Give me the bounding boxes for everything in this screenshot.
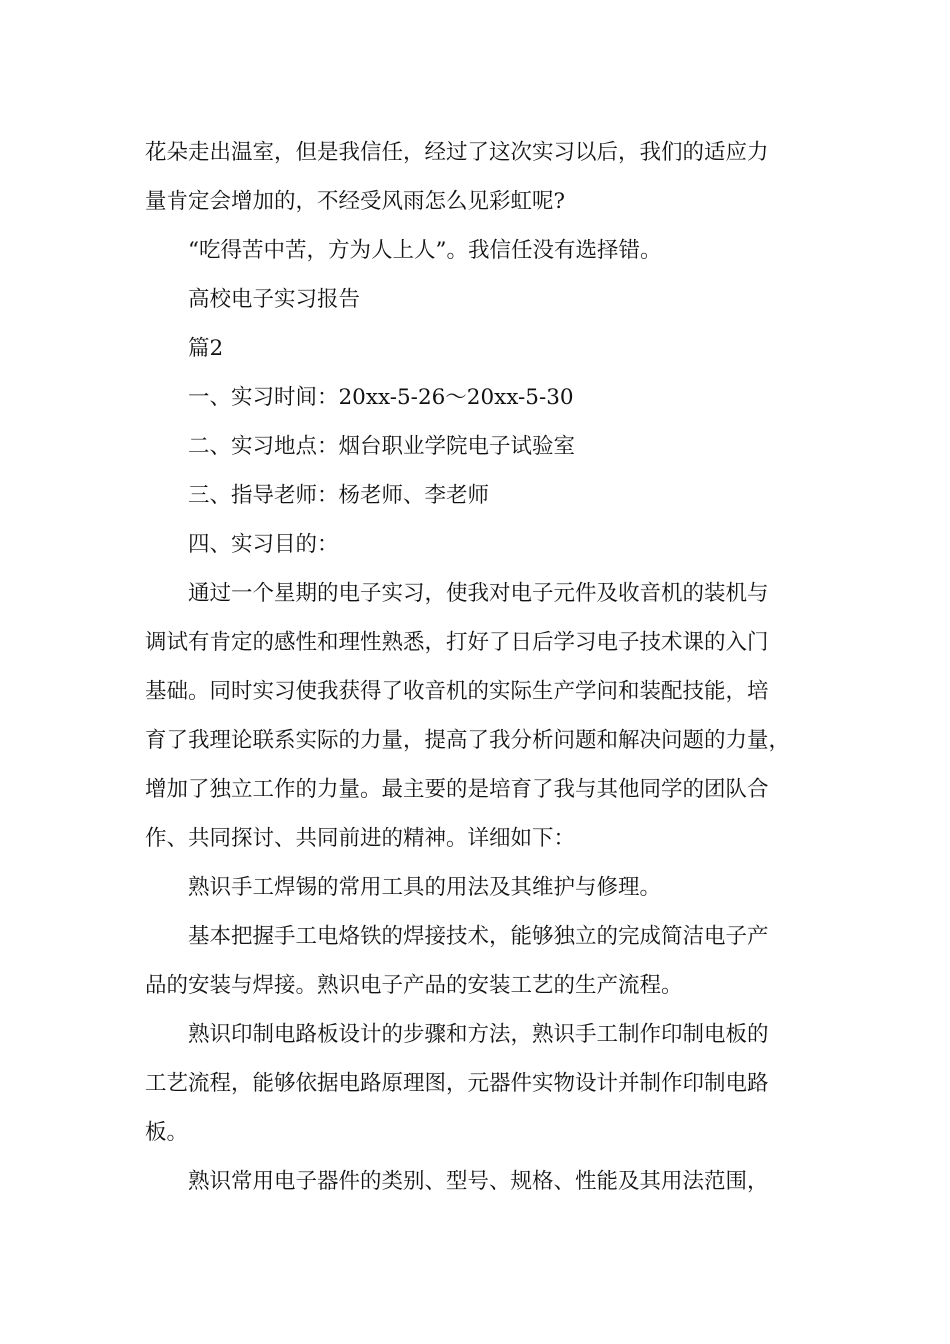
document-body [145,128,825,1206]
text-line: 基本把握手工电烙铁的焊接技术，能够独立的完成简洁电子产 [188,924,769,949]
text-line: 量肯定会增加的，不经受风雨怎么见彩虹呢? [145,189,566,214]
text-line: 调试有肯定的感性和理性熟悉，打好了日后学习电子技术课的入门 [145,630,769,655]
text-line: 四、实习目的： [188,532,339,557]
paragraph-p3 [145,275,825,324]
text-line: 基础。同时实习使我获得了收音机的实际生产学问和装配技能，培 [145,679,769,704]
paragraph-p7 [145,471,825,520]
text-line: 熟识手工焊锡的常用工具的用法及其维护与修理。 [188,875,662,900]
text-line: 花朵走出温室，但是我信任，经过了这次实习以后，我们的适应力 [145,140,769,165]
text-line: 作、共同探讨、共同前进的精神。详细如下： [145,826,576,851]
text-line: 高校电子实习报告 [188,287,361,312]
text-line: 育了我理论联系实际的力量，提高了我分析问题和解决问题的力量， [145,728,791,753]
text-line: 板。 [145,1120,189,1145]
paragraph-p4 [145,324,825,373]
text-line: 通过一个星期的电子实习，使我对电子元件及收音机的装机与 [188,581,769,606]
text-line: 熟识常用电子器件的类别、型号、规格、性能及其用法范围， [188,1169,769,1194]
text-line: 一、实习时间：20xx-5-26～20xx-5-30 [188,385,574,410]
text-line: 品的安装与焊接。熟识电子产品的安装工艺的生产流程。 [145,973,683,998]
text-line: 篇2 [188,336,224,361]
paragraph-p5 [145,373,825,422]
text-line: 熟识印制电路板设计的步骤和方法，熟识手工制作印制电板的 [188,1022,769,1047]
text-line: 二、实习地点：烟台职业学院电子试验室 [188,434,576,459]
paragraph-p10 [145,863,825,912]
text-line: “吃得苦中苦，方为人上人”。我信任没有选择错。 [188,238,662,263]
text-line: 工艺流程，能够依据电路原理图，元器件实物设计并制作印制电路 [145,1071,769,1096]
paragraph-p9 [145,569,825,863]
paragraph-p8 [145,520,825,569]
paragraph-p2 [145,226,825,275]
paragraph-p13 [145,1157,825,1206]
paragraph-p11 [145,912,825,1010]
text-line: 三、指导老师：杨老师、李老师 [188,483,490,508]
paragraph-p12 [145,1010,825,1157]
paragraph-p1 [145,128,825,226]
text-line: 增加了独立工作的力量。最主要的是培育了我与其他同学的团队合 [145,777,769,802]
paragraph-p6 [145,422,825,471]
